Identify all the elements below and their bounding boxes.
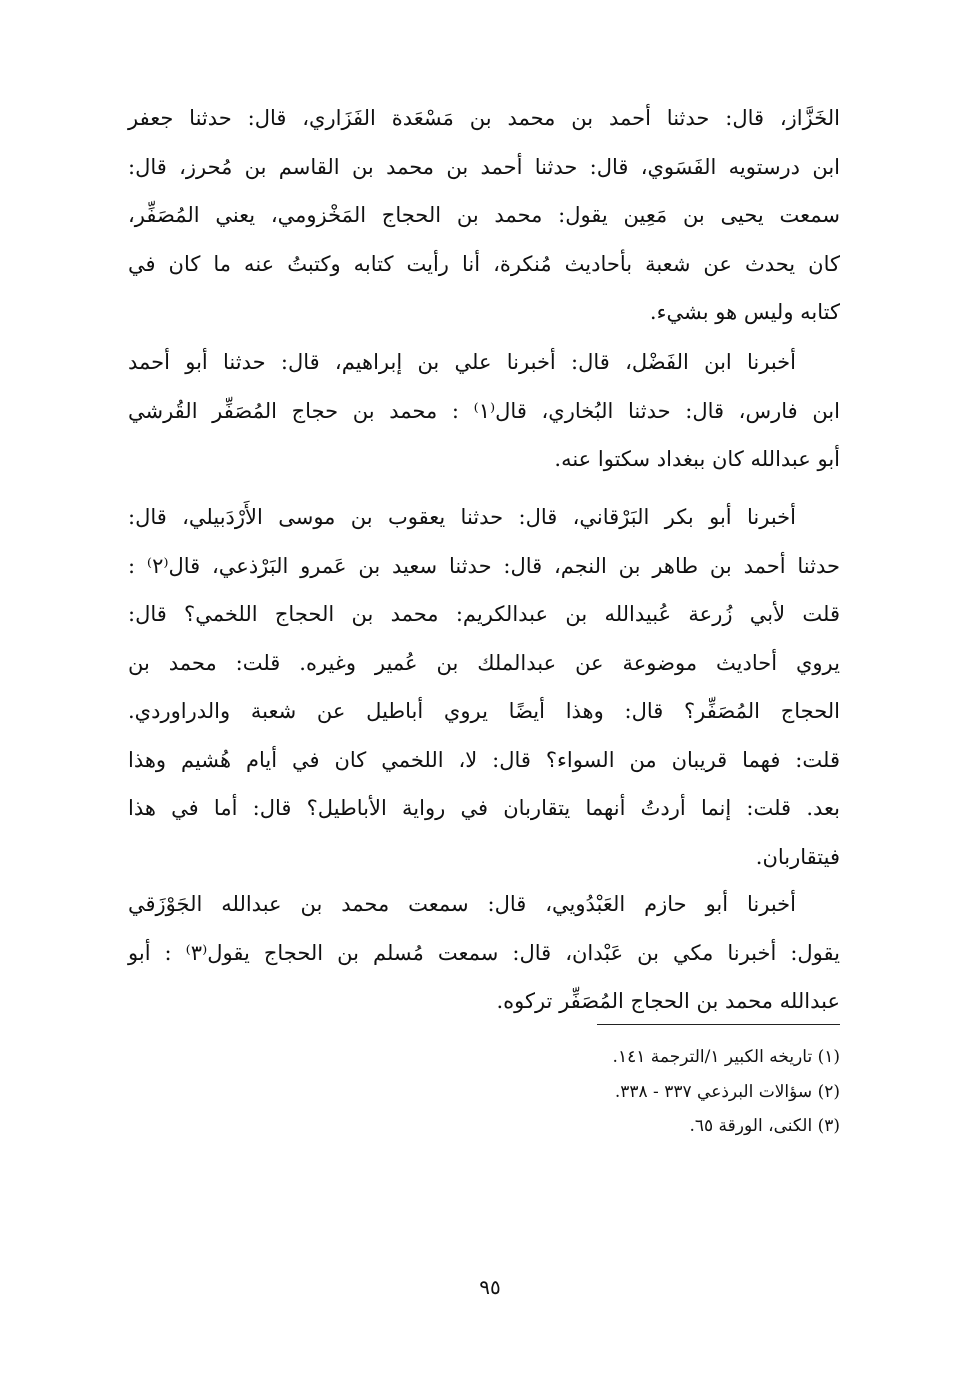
- text-line: الخَزَّاز، قال: حدثنا أحمد بن محمد بن مَسْعَدة الفَزَاري، قال: حدثنا جعفر: [128, 106, 840, 130]
- text-line: أخبرنا أبو بكر البَرْقاني، قال: حدثنا يعقوب بن موسى الأَرْدَبيلي، قال:: [128, 505, 796, 529]
- text-line: قلت: فهما قريبان من السواء؟ قال: لا، اللخمي كان في أيام هُشيم وهذا: [128, 747, 840, 772]
- text-line: يقول: أخبرنا مكي بن عَبْدان، قال: سمعت مُسلم بن الحجاج يقول⁽٣⁾ : أبو: [128, 940, 840, 965]
- footnote-divider: [597, 1024, 840, 1025]
- paragraph-4: [128, 880, 840, 1026]
- text-line: أخبرنا أبو حازم العَبْدُويي، قال: سمعت محمد بن عبدالله الجَوْزَقي: [128, 892, 796, 916]
- text-line: كتابه وليس هو بشيء.: [649, 300, 840, 324]
- paragraph-3: [128, 493, 840, 881]
- text-line: حدثنا أحمد بن طاهر بن النجم، قال: حدثنا سعيد بن عَمرو البَرْذعي، قال⁽٢⁾ :: [128, 553, 840, 578]
- text-line: أبو عبدالله كان ببغداد سكتوا عنه.: [554, 447, 840, 471]
- text-line: يروي أحاديث موضوعة عن عبدالملك بن عُمير وغيره. قلت: محمد بن: [128, 650, 840, 675]
- text-line: ابن فارس، قال: حدثنا البُخاري، قال⁽١⁾ : محمد بن حجاج المُصَفِّر القُرشي: [128, 398, 840, 423]
- text-line: كان يحدث عن شعبة بأحاديث مُنكرة، أنا رأيت كتابه وكتبتُ عنه ما كان في: [128, 251, 840, 276]
- footnote-2: (٢) سؤالات البرذعي ٣٣٧ - ٣٣٨.: [614, 1081, 840, 1102]
- footnotes: [440, 1040, 840, 1144]
- paragraph-2: [128, 338, 840, 484]
- text-line: الحجاج المُصَفِّر؟ قال: وهذا أيضًا يروي أباطيل عن شعبة والدراوردي.: [128, 699, 840, 723]
- text-line: أخبرنا ابن الفَضْل، قال: أخبرنا علي بن إبراهيم، قال: حدثنا أبو أحمد: [128, 350, 796, 374]
- text-line: عبدالله محمد بن الحجاج المُصَفِّر تركوه.: [496, 989, 840, 1013]
- footnote-1: (١) تاريخه الكبير ١/الترجمة ١٤١.: [612, 1047, 840, 1067]
- page-number: ٩٥: [479, 1275, 501, 1299]
- text-line: ابن درستويه الفَسَوي، قال: حدثنا أحمد بن محمد بن القاسم بن مُحرز، قال:: [128, 154, 840, 179]
- paragraph-1: [128, 94, 840, 337]
- text-line: قلت لأبي زُرعة عُبيدالله بن عبدالكريم: محمد بن الحجاج اللخمي؟ قال:: [128, 602, 840, 626]
- text-line: بعد. قلت: إنما أردتُ أنهما يتقاربان في رواية الأباطيل؟ قال: أما في هذا: [128, 796, 840, 820]
- text-line: فيتقاربان.: [755, 844, 840, 869]
- text-line: سمعت يحيى بن مَعِين يقول: محمد بن الحجاج المَخْزومي، يعني المُصَفِّر،: [128, 203, 840, 227]
- footnote-3: (٣) الكنى، الورقة ٦٥.: [689, 1116, 840, 1136]
